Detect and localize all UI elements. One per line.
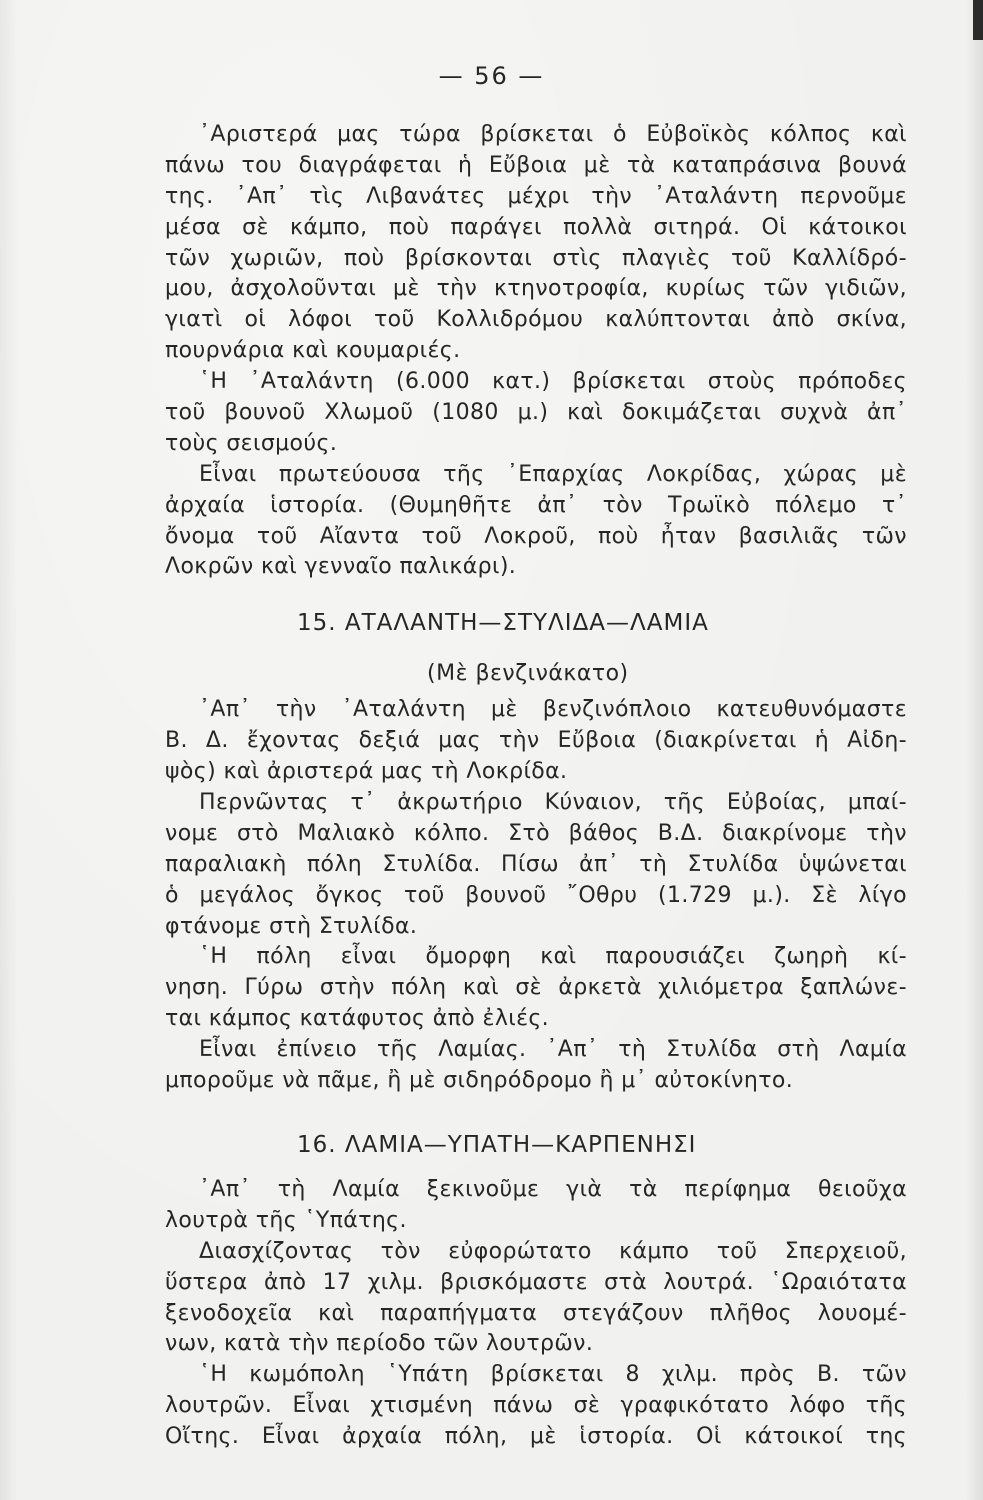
- paragraph-line: Οἴτης. Εἶναι ἀρχαία πόλη, μὲ ἱστορία. Οἱ κάτοικοί της: [165, 1424, 907, 1450]
- section-1: [165, 120, 907, 583]
- paragraph-line: ᾿Απ᾿ τὴ Λαμία ξεκινοῦμε γιὰ τὰ περίφημα θειοῦχα: [199, 1176, 907, 1202]
- paragraph-line: ὄνομα τοῦ Αἴαντα τοῦ Λοκροῦ, ποὺ ἦταν βασιλιᾶς τῶν: [165, 523, 907, 549]
- paragraph-line: Εἶναι πρωτεύουσα τῆς ᾿Επαρχίας Λοκρίδας, χώρας μὲ: [199, 461, 907, 487]
- paragraph-line: ἀρχαία ἱστορία. (Θυμηθῆτε ἀπ᾿ τὸν Τρωϊκὸ πόλεμο τ᾿: [165, 492, 907, 518]
- paragraph-line: ᾿Αριστερά μας τώρα βρίσκεται ὁ Εὐβοϊκὸς κόλπος καὶ: [199, 122, 907, 147]
- section-heading: 16. ΛΑΜΙΑ—ΥΠΑΤΗ—ΚΑΡΠΕΝΗΣΙ: [297, 1131, 697, 1158]
- paragraph-line: ῾Η ᾿Αταλάντη (6.000 κατ.) βρίσκεται στοὺς πρόποδες: [199, 369, 907, 395]
- page-number: — 56 —: [438, 62, 545, 90]
- paragraph-line: τοὺς σεισμούς.: [165, 430, 338, 456]
- paragraph-line: ῾Η πόλη εἶναι ὄμορφη καὶ παρουσιάζει ζωηρὴ κί-: [199, 944, 907, 970]
- spacer: [165, 583, 907, 593]
- paragraph-line: νομε στὸ Μαλιακὸ κόλπο. Στὸ βάθος Β.Δ. διακρίνομε τὴν: [165, 820, 907, 846]
- paragraph-line: ται κάμπος κατάφυτος ἀπὸ ἐλιές.: [165, 1006, 550, 1032]
- paragraph-line: Εἶναι ἐπίνειο τῆς Λαμίας. ᾿Απ᾿ τὴ Στυλίδα στὴ Λαμία: [199, 1037, 907, 1063]
- paragraph-line: Λοκρῶν καὶ γενναῖο παλικάρι).: [165, 554, 517, 580]
- paragraph-line: πάνω του διαγράφεται ἡ Εὔβοια μὲ τὰ καταπράσινα βουνά: [165, 152, 907, 178]
- paragraph-line: ᾿Απ᾿ τὴν ᾿Αταλάντη μὲ βενζινόπλοιο κατευθυνόμαστε: [199, 697, 907, 723]
- paragraph-line: Περνῶντας τ᾿ ἀκρωτήριο Κύναιον, τῆς Εὐβοίας, μπαί-: [199, 790, 907, 816]
- paragraph-line: ῾Η κωμόπολη ῾Υπάτη βρίσκεται 8 χιλμ. πρὸς Β. τῶν: [199, 1362, 907, 1388]
- paragraph-line: λουτρὰ τῆς ῾Υπάτης.: [165, 1207, 407, 1233]
- paragraph-line: ὕστερα ἀπὸ 17 χιλμ. βρισκόμαστε στὰ λουτρά. ῾Ωραιότατα: [165, 1269, 907, 1295]
- paragraph-line: γιατὶ οἱ λόφοι τοῦ Κολλιδρόμου καλύπτονται ἀπὸ σκίνα,: [165, 307, 907, 333]
- paragraph-line: ξενοδοχεῖα καὶ παραπήγματα στεγάζουν πλῆθος λουομέ-: [165, 1300, 907, 1326]
- paragraph-line: νηση. Γύρω στὴν πόλη καὶ σὲ ἀρκετὰ χιλιόμετρα ξαπλώνε-: [165, 975, 907, 1001]
- paragraph-line: ὁ μεγάλος ὄγκος τοῦ βουνοῦ ῎Οθρυ (1.729 μ.). Σὲ λίγο: [165, 882, 907, 908]
- paragraph-line: νων, κατὰ τὴν περίοδο τῶν λουτρῶν.: [165, 1331, 594, 1357]
- spacer: [165, 1097, 907, 1115]
- section-subheading: (Μὲ βενζινάκατο): [427, 661, 629, 687]
- paragraph-line: τῶν χωριῶν, ποὺ βρίσκονται στὶς πλαγιὲς τοῦ Καλλίδρό-: [165, 245, 907, 271]
- paragraph-line: ψὸς) καὶ ἀριστερά μας τὴ Λοκρίδα.: [165, 759, 568, 785]
- section-2: [165, 593, 907, 1097]
- paragraph-line: μποροῦμε νὰ πᾶμε, ἢ μὲ σιδηρόδρομο ἢ μ᾿ αὐτοκίνητο.: [165, 1068, 794, 1094]
- paragraph-line: Β. Δ. ἔχοντας δεξιά μας τὴν Εὔβοια (διακρίνεται ἡ Αἰδη-: [165, 728, 907, 754]
- paragraph-line: παραλιακὴ πόλη Στυλίδα. Πίσω ἀπ᾿ τὴ Στυλίδα ὑψώνεται: [165, 851, 907, 877]
- paragraph-line: της. ᾿Απ᾿ τὶς Λιβανάτες μέχρι τὴν ᾿Αταλάντη περνοῦμε: [165, 183, 907, 209]
- paragraph-line: μέσα σὲ κάμπο, ποὺ παράγει πολλὰ σιτηρά. Οἱ κάτοικοι: [165, 214, 907, 240]
- scan-edge-mark: [973, 0, 983, 40]
- section-heading: 15. ΑΤΑΛΑΝΤΗ—ΣΤΥΛΙΔΑ—ΛΑΜΙΑ: [297, 610, 709, 637]
- paragraph-line: μου, ἀσχολοῦνται μὲ τὴν κτηνοτροφία, κυρίως τῶν γιδιῶν,: [165, 276, 907, 302]
- paragraph-line: Διασχίζοντας τὸν εὐφορώτατο κάμπο τοῦ Σπερχειοῦ,: [199, 1238, 907, 1264]
- paragraph-line: τοῦ βουνοῦ Χλωμοῦ (1080 μ.) καὶ δοκιμάζεται συχνὰ ἀπ᾿: [165, 400, 907, 426]
- paragraph-line: πουρνάρια καὶ κουμαριές.: [165, 338, 461, 364]
- paragraph-line: φτάνομε στὴ Στυλίδα.: [165, 913, 418, 939]
- body-text: [165, 120, 907, 1453]
- paragraph-line: λουτρῶν. Εἶναι χτισμένη πάνω σὲ γραφικότατο λόφο τῆς: [165, 1393, 907, 1419]
- section-3: [165, 1115, 907, 1453]
